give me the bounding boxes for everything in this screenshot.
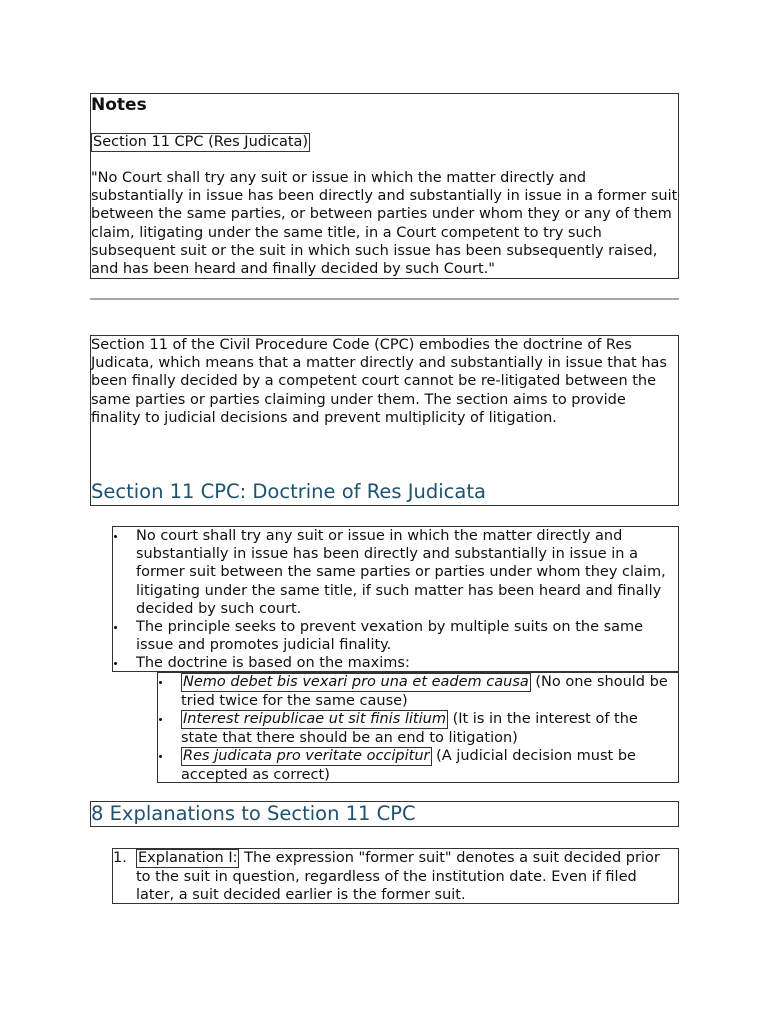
intro-text: Section 11 of the Civil Procedure Code (CPC) embodies the doctrine of Res Judicata, which means that a matter directly and substantially in issue that has been finally decided by a competent court cannot be re-litigated between the same parties or parties claiming under them. The section aims to provide finality to judicial decisions and prevent multiplicity of litigation. <box>91 337 667 426</box>
maxim-meaning: (No one should be tried twice for the same cause) <box>181 674 668 709</box>
principles-list <box>113 527 678 673</box>
maxim-meaning: (A judicial decision must be accepted as correct) <box>181 748 636 784</box>
explanation-text: The expression "former suit" denotes a suit decided prior to the suit in question, regardless of the institution date. Even if filed later, a suit decided earlier is the former suit. <box>136 850 660 904</box>
explanations-heading-box <box>90 801 679 827</box>
maxim-item <box>158 673 678 710</box>
list-item: No court shall try any suit or issue in which the matter directly and substantially in issue has been directly and substantially in issue in a former suit between the same parties or parties under whom they claim, litigating under the same title, if such matter has been heard and finally decided by such court. <box>113 527 678 618</box>
section-quote: "No Court shall try any suit or issue in which the matter directly and substantially in issue has been directly and substantially in issue in a former suit between the same parties, or between parties under whom they or any of them claim, litigating under the same title, in a Court competent to try such subsequent suit or the suit in which such issue has been subsequently raised, and has been heard and finally decided by such Court." <box>91 170 678 278</box>
notes-title: Notes <box>91 95 147 115</box>
explanation-label: Explanation I: <box>138 850 238 866</box>
explanations-heading: 8 Explanations to Section 11 CPC <box>91 802 416 825</box>
horizontal-divider <box>90 298 679 300</box>
list-item: The doctrine is based on the maxims: <box>113 654 678 672</box>
explanation-number: 1. <box>113 850 127 866</box>
maxim-latin: Interest reipublicae ut sit finis litium <box>183 711 446 728</box>
explanation-item <box>113 849 678 904</box>
explanations-list <box>113 849 678 904</box>
maxim-meaning: (It is in the interest of the state that there should be an end to litigation) <box>181 711 638 747</box>
section-label: Section 11 CPC (Res Judicata) <box>93 134 309 150</box>
maxim-latin: Nemo debet bis vexari pro una et eadem causa <box>183 674 529 690</box>
notes-box <box>90 93 679 279</box>
doctrine-heading: Section 11 CPC: Doctrine of Res Judicata <box>91 480 486 503</box>
explanations-list-box <box>112 848 679 904</box>
maxim-latin: Res judicata pro veritate occipitur <box>183 748 430 765</box>
maxims-list <box>158 673 678 785</box>
maxim-item <box>158 710 678 747</box>
maxims-list-box <box>157 672 679 783</box>
list-item: The principle seeks to prevent vexation by multiple suits on the same issue and promotes judicial finality. <box>113 618 678 654</box>
intro-box <box>90 335 679 506</box>
principles-list-box <box>112 526 679 672</box>
maxim-item <box>158 747 678 784</box>
